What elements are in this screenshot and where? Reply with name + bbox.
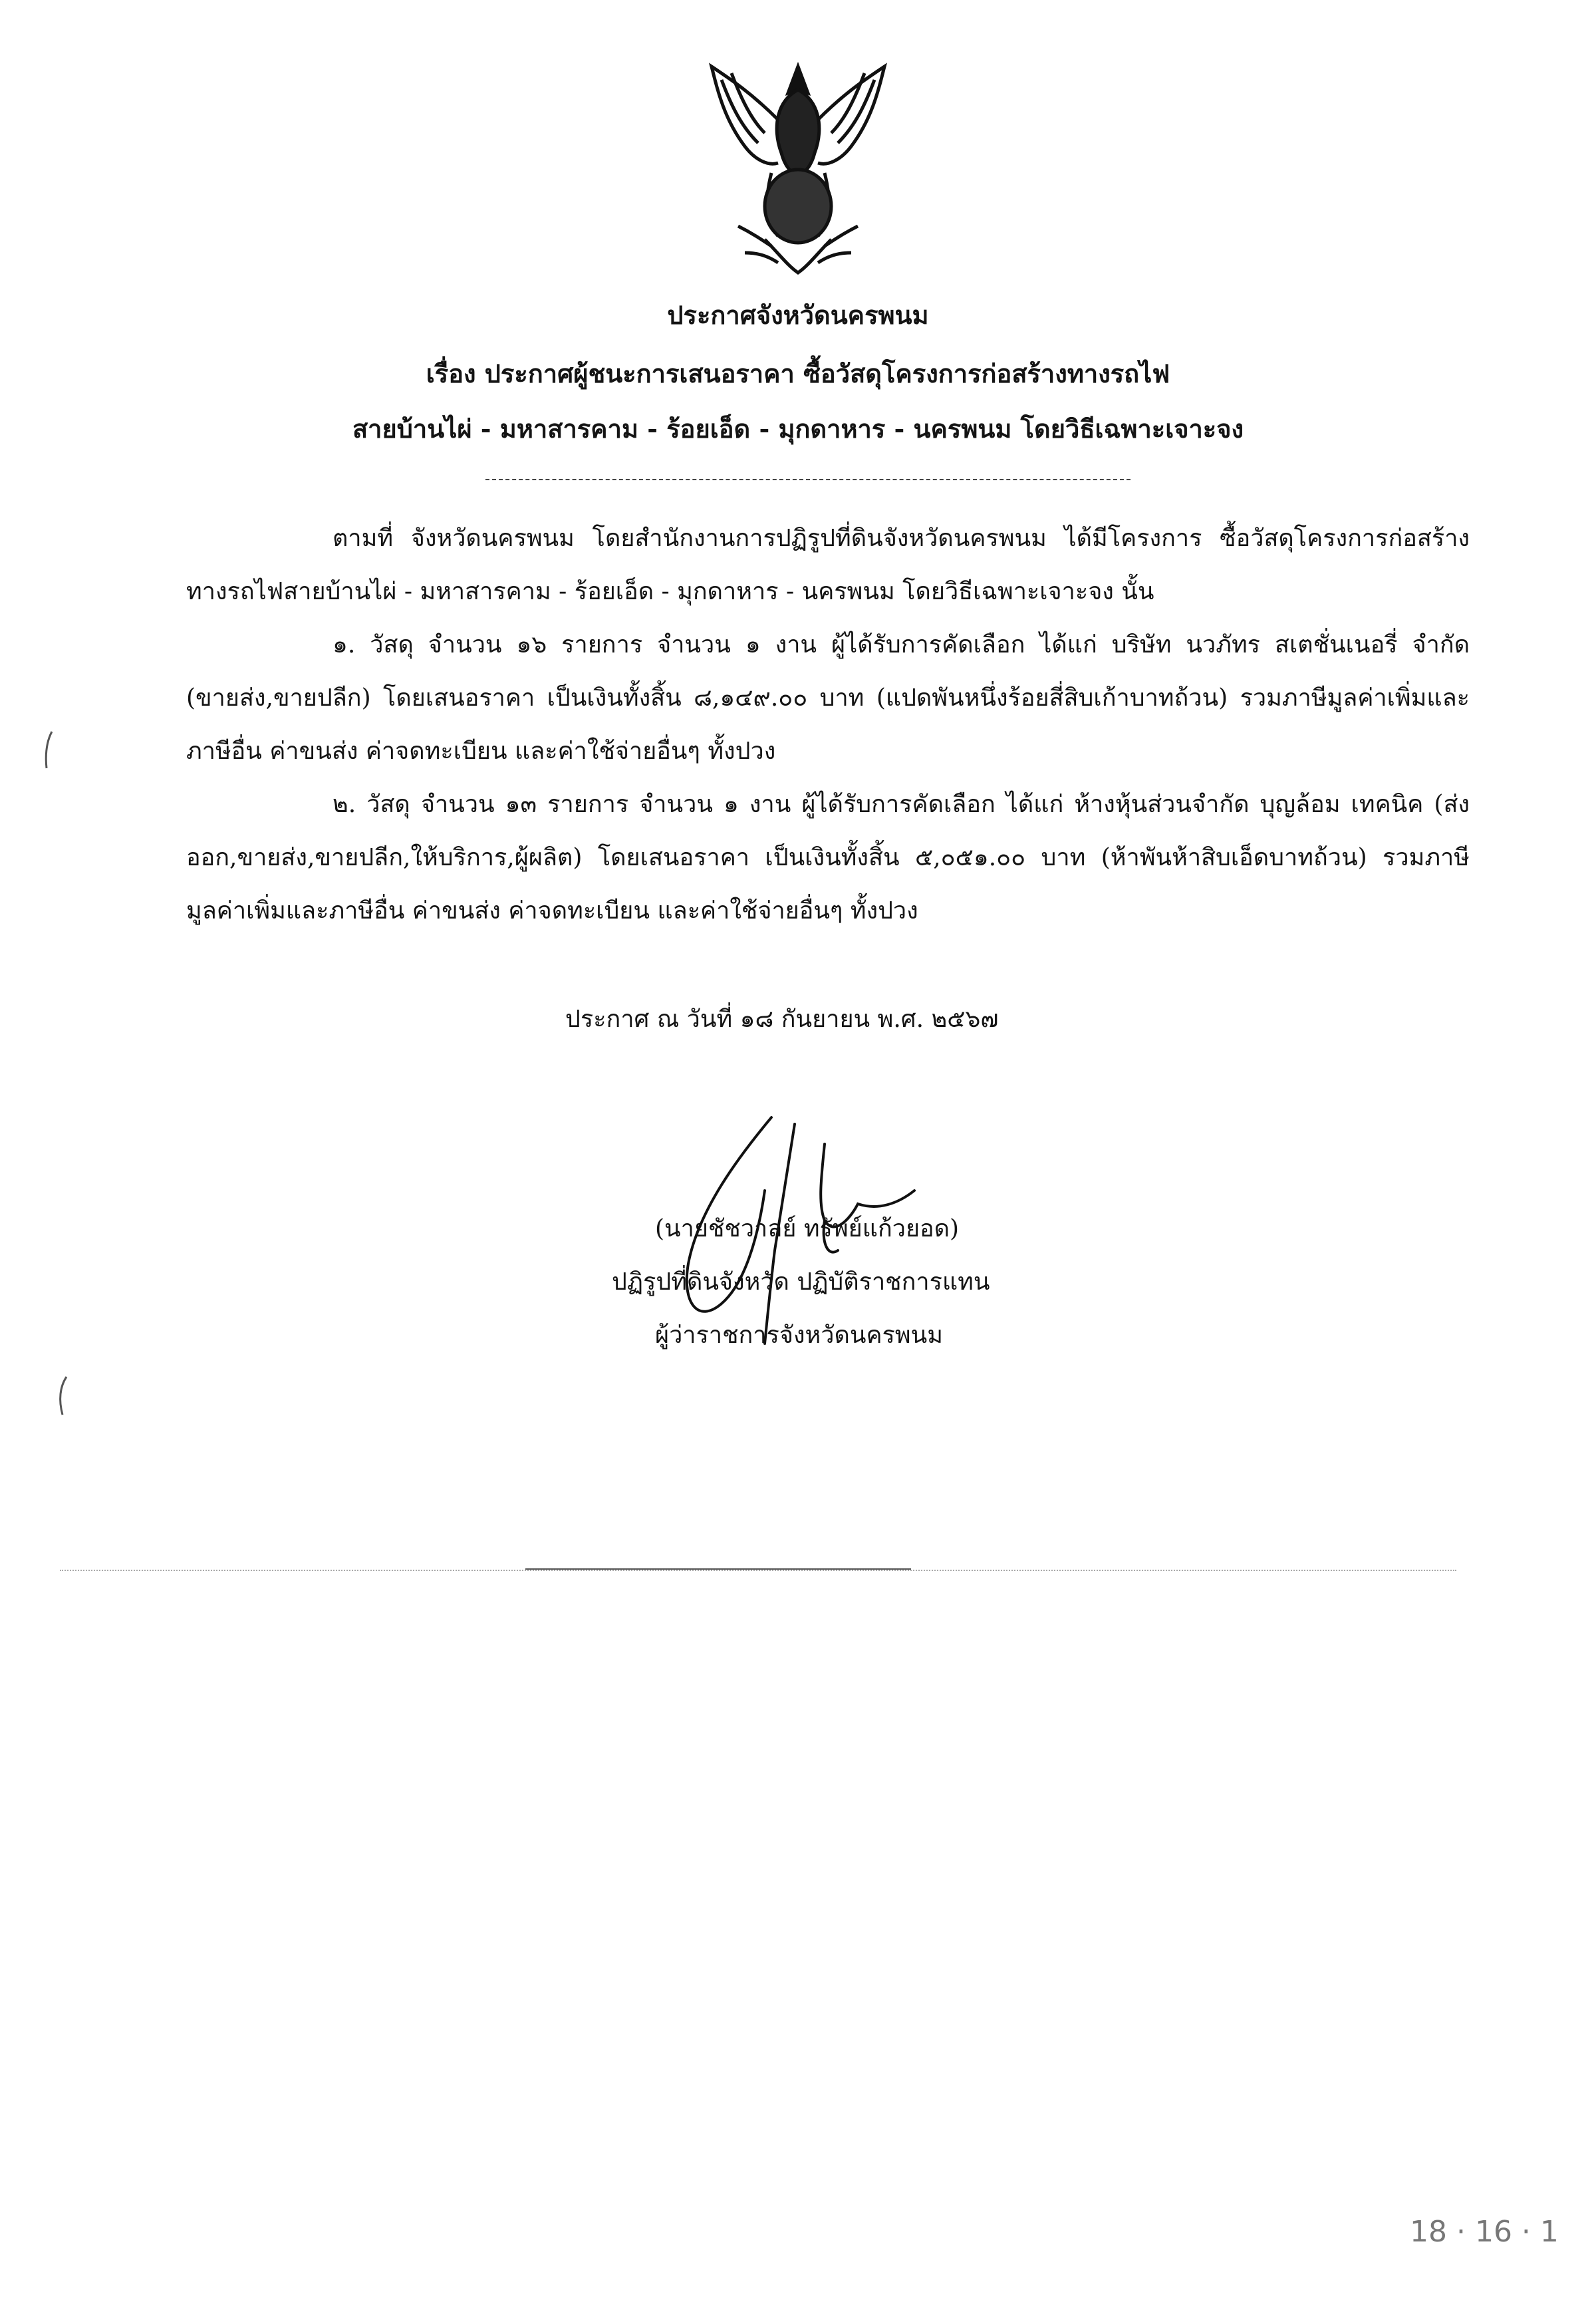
item-1-paragraph: ๑. วัสดุ จำนวน ๑๖ รายการ จำนวน ๑ งาน ผู้ได้รับการคัดเลือก ได้แก่ บริษัท นวภัทร สเตชั่นเนอรี่ จำกัด (ขายส่ง,ขายปลีก) โดยเสนอราคา เป็นเงินทั้งสิ้น ๘,๑๔๙.๐๐ บาท (แปดพันหนึ่งร้อยสี่สิบเก้าบาทถ้วน) รวมภาษีมูลค่าเพิ่มและภาษีอื่น ค่าขนส่ง ค่าจดทะเบียน และค่าใช้จ่ายอื่นๆ ทั้งปวง xyxy=(186,631,1470,765)
document-title: ประกาศจังหวัดนครพนม xyxy=(667,300,929,330)
intro-paragraph: ตามที่ จังหวัดนครพนม โดยสำนักงานการปฏิรูปที่ดินจังหวัดนครพนม ได้มีโครงการ ซื้อวัสดุโครงการก่อสร้างทางรถไฟสายบ้านไผ่ - มหาสารคาม - ร้อยเอ็ด - มุกดาหาร - นครพนม โดยวิธีเฉพาะเจาะจง นั้น xyxy=(186,525,1470,605)
garuda-emblem-icon xyxy=(692,53,904,279)
signatory-name: (นายชัชวาลย์ ทรัพย์แก้วยอด) xyxy=(655,1215,960,1242)
footer-rule xyxy=(525,1568,911,1570)
subject-line: เรื่อง ประกาศผู้ชนะการเสนอราคา ซื้อวัสดุโครงการก่อสร้างทางรถไฟ xyxy=(426,359,1170,388)
margin-mark xyxy=(40,728,60,775)
scan-artifact-line xyxy=(60,1570,1456,1571)
page-stamp: 18 · 16 · 1 xyxy=(1410,2215,1559,2249)
subject-line-continued: สายบ้านไผ่ - มหาสารคาม - ร้อยเอ็ด - มุกดาหาร - นครพนม โดยวิธีเฉพาะเจาะจง xyxy=(352,414,1244,444)
item-2-paragraph: ๒. วัสดุ จำนวน ๑๓ รายการ จำนวน ๑ งาน ผู้ได้รับการคัดเลือก ได้แก่ ห้างหุ้นส่วนจำกัด บุญล้อม เทคนิค (ส่งออก,ขายส่ง,ขายปลีก,ให้บริการ,ผู้ผลิต) โดยเสนอราคา เป็นเงินทั้งสิ้น ๕,๐๕๑.๐๐ บาท (ห้าพันห้าสิบเอ็ดบาทถ้วน) รวมภาษีมูลค่าเพิ่มและภาษีอื่น ค่าขนส่ง ค่าจดทะเบียน และค่าใช้จ่ายอื่นๆ ทั้งปวง xyxy=(186,791,1470,925)
title-divider xyxy=(485,479,1130,480)
signatory-position: ปฏิรูปที่ดินจังหวัด ปฏิบัติราชการแทน xyxy=(612,1268,990,1296)
signatory-position-2: ผู้ว่าราชการจังหวัดนครพนม xyxy=(655,1322,943,1349)
margin-mark xyxy=(53,1373,73,1420)
announcement-date: ประกาศ ณ วันที่ ๑๘ กันยายน พ.ศ. ๒๕๖๗ xyxy=(565,1006,999,1033)
